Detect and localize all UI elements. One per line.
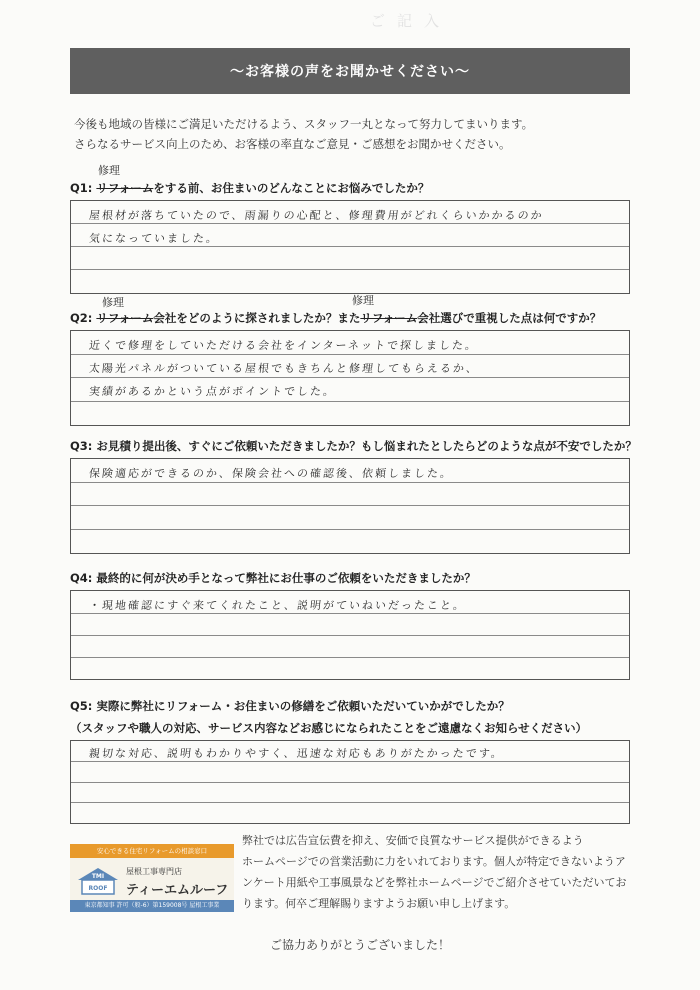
privacy-notice [242, 830, 637, 914]
q2-struck-word-2: リフォーム [360, 311, 418, 325]
q3-answer-box[interactable] [70, 458, 630, 554]
q4-answer-line-1: ・現地確認にすぐ来てくれたこと、説明がていねいだったこと。 [88, 599, 467, 612]
svg-text:TMI: TMI [91, 873, 105, 880]
company-tagline: 安心できる住宅リフォームの相談窓口 [70, 844, 234, 858]
question-1 [70, 164, 630, 294]
privacy-notice-line-3: ンケート用紙や工事風景などを弊社ホームページでご紹介させていただいてお [242, 876, 627, 889]
question-3 [70, 438, 637, 554]
q2-struck-word-1: リフォーム [96, 311, 154, 325]
q2-text: 会社選びで重視した点は何ですか？ [417, 311, 602, 325]
q2-label [70, 310, 630, 326]
q1-answer-line-2: 気になっていました。 [88, 232, 220, 245]
q2-prefix: Q2: [70, 311, 97, 325]
intro-line-2: さらなるサービス向上のため、お客様の率直なご意見・ご感想をお聞かせください。 [74, 137, 511, 151]
q3-answer-line-1: 保険適応ができるのか、保険会社への確認後、依頼しました。 [88, 467, 454, 480]
q2-answer-line-3: 実績があるかという点がポイントでした。 [88, 385, 337, 398]
privacy-notice-line-2: ホームページでの営業活動に力をいれております。個人が特定できないようア [242, 855, 626, 868]
q5-sub-label: （スタッフや職人の対応、サービス内容などお感じになられたことをご遠慮なくお知らせください） [70, 721, 588, 735]
privacy-notice-line-1: 弊社では広告宣伝費を抑え、安価で良質なサービス提供ができるよう [242, 834, 584, 847]
q1-text: をする前、お住まいのどんなことにお悩みでしたか？ [153, 181, 430, 195]
company-logo-block [70, 844, 234, 912]
thank-you-message: ご協力ありがとうございました！ [269, 938, 450, 952]
question-4 [70, 570, 630, 680]
question-2 [70, 294, 630, 426]
question-5 [70, 698, 630, 824]
q3-label: Q3: お見積り提出後、すぐにご依頼いただきましたか？もし悩まれたとしたらどのような点が不安でしたか？ [70, 439, 637, 453]
q1-label [70, 180, 630, 196]
q5-answer-line-1: 親切な対応、説明もわかりやすく、迅速な対応もありがたかったです。 [88, 747, 505, 760]
q2-handwritten-note-1: 修理 [102, 296, 124, 309]
intro-line-1: 今後も地域の皆様にご満足いただけるよう、スタッフ一丸となって努力してまいります。 [74, 117, 534, 131]
intro-text [74, 114, 634, 154]
q1-handwritten-note: 修理 [98, 164, 120, 177]
privacy-notice-line-4: ります。何卒ご理解賜りますようお願い申し上げます。 [242, 897, 516, 910]
q2-text-mid: 会社をどのように探されましたか？また [153, 311, 361, 325]
q5-label: Q5: 実際に弊社にリフォーム・お住まいの修繕をご依頼いただいていかがでしたか？ [70, 699, 510, 713]
q2-handwritten-note-2: 修理 [352, 294, 374, 307]
q4-answer-box[interactable] [70, 590, 630, 680]
q2-answer-box[interactable] [70, 330, 630, 426]
company-license: 東京都知事 許可（般-6）第159008号 屋根工事業 [70, 900, 234, 912]
q5-answer-box[interactable] [70, 740, 630, 824]
company-subtitle: 屋根工事専門店 [126, 867, 182, 876]
survey-title-banner [70, 48, 630, 94]
house-logo-icon [76, 866, 120, 896]
q1-answer-box[interactable] [70, 200, 630, 294]
q1-struck-word: リフォーム [96, 181, 154, 195]
company-name: ティーエムルーフ [126, 883, 229, 898]
q2-answer-line-2: 太陽光パネルがついている屋根でもきちんと修理してもらえるか、 [88, 362, 480, 375]
q1-prefix: Q1: [70, 181, 97, 195]
faint-stamp-text: ご記入 [370, 12, 452, 30]
svg-text:ROOF: ROOF [88, 885, 108, 892]
q2-answer-line-1: 近くで修理をしていただける会社をインターネットで探しました。 [88, 339, 479, 352]
survey-title: ～お客様の声をお聞かせください～ [230, 64, 470, 80]
q1-answer-line-1: 屋根材が落ちていたので、雨漏りの心配と、修理費用がどれくらいかかるのか [88, 209, 545, 222]
q4-label: Q4: 最終的に何が決め手となって弊社にお仕事のご依頼をいただきましたか？ [70, 571, 476, 585]
